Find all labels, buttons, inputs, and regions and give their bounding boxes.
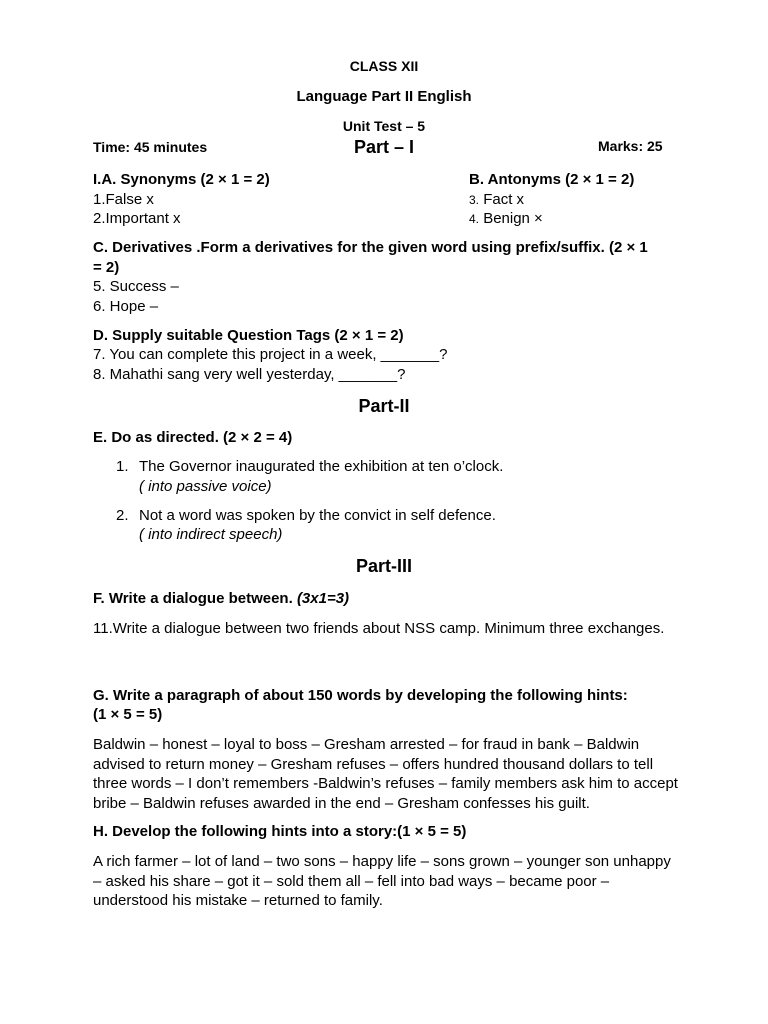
synonym-item-1: 1.False x: [93, 191, 154, 208]
antonyms-heading: B. Antonyms (2 × 1 = 2): [469, 171, 635, 188]
synonym-item-2: 2.Important x: [93, 210, 181, 227]
unit-test-heading: Unit Test – 5: [342, 118, 426, 134]
do-as-directed-heading: E. Do as directed. (2 × 2 = 4): [93, 429, 293, 446]
derivative-item-5: 5. Success –: [93, 278, 179, 295]
antonym-item-2: [469, 210, 543, 227]
part3-title: Part-III: [355, 556, 412, 576]
paragraph-hints: Baldwin – honest – loyal to boss – Gresham arrested – for fraud in bank – Baldwin advised to return money – Gresham refuses – offers hundred thousand dollars to tell three words – I don’t remembers -Baldwin’s refuses – family members ask him to accept bribe – Baldwin refuses awarded in the end – Gresham confesses his guilt.: [93, 736, 678, 812]
part2-title: Part-II: [358, 396, 410, 416]
dialogue-heading-text: F. Write a dialogue between.: [93, 590, 297, 607]
marks-label: Marks: 25: [598, 138, 663, 154]
synonyms-heading: I.A. Synonyms (2 × 1 = 2): [93, 171, 270, 188]
directed-item-1-text: The Governor inaugurated the exhibition at ten o’clock.: [139, 458, 504, 475]
tag-item-8: 8. Mahathi sang very well yesterday, _______?: [93, 366, 406, 383]
directed-item-1-number: 1.: [116, 458, 129, 475]
antonym-item-1: [469, 191, 524, 208]
class-heading: CLASS XII: [349, 58, 419, 74]
directed-item-2-number: 2.: [116, 507, 129, 524]
directed-item-1-note: ( into passive voice): [139, 478, 272, 495]
tags-heading: D. Supply suitable Question Tags (2 × 1 = 2): [93, 327, 404, 344]
antonym-number-4: 4.: [469, 212, 480, 226]
dialogue-marks: (3x1=3): [296, 590, 350, 607]
antonym-word-fact: Fact x: [483, 191, 525, 208]
subject-heading: Language Part II English: [296, 88, 472, 105]
antonym-number-3: 3.: [469, 193, 480, 207]
part1-title: Part – I: [353, 137, 415, 157]
time-label: Time: 45 minutes: [93, 139, 208, 155]
derivatives-heading-line2: = 2): [93, 259, 120, 276]
paragraph-heading-line2: (1 × 5 = 5): [93, 706, 163, 723]
directed-item-2-text: Not a word was spoken by the convict in self defence.: [139, 507, 496, 524]
story-hints: A rich farmer – lot of land – two sons – happy life – sons grown – younger son unhappy – asked his share – got it – sold them all – fell into bad ways – became poor – understood his mistake – returned to family.: [93, 853, 671, 909]
derivatives-heading-line1: C. Derivatives .Form a derivatives for the given word using prefix/suffix. (2 × 1: [93, 239, 648, 256]
paragraph-heading-line1: G. Write a paragraph of about 150 words by developing the following hints:: [93, 687, 628, 704]
derivative-item-6: 6. Hope –: [93, 298, 159, 315]
dialogue-heading: [93, 590, 349, 607]
antonym-word-benign: Benign ×: [483, 210, 543, 227]
story-heading: H. Develop the following hints into a story:(1 × 5 = 5): [93, 823, 467, 840]
tag-item-7: 7. You can complete this project in a week, _______?: [93, 346, 448, 363]
directed-item-2-note: ( into indirect speech): [139, 526, 283, 543]
dialogue-question: 11.Write a dialogue between two friends about NSS camp. Minimum three exchanges.: [93, 620, 665, 637]
